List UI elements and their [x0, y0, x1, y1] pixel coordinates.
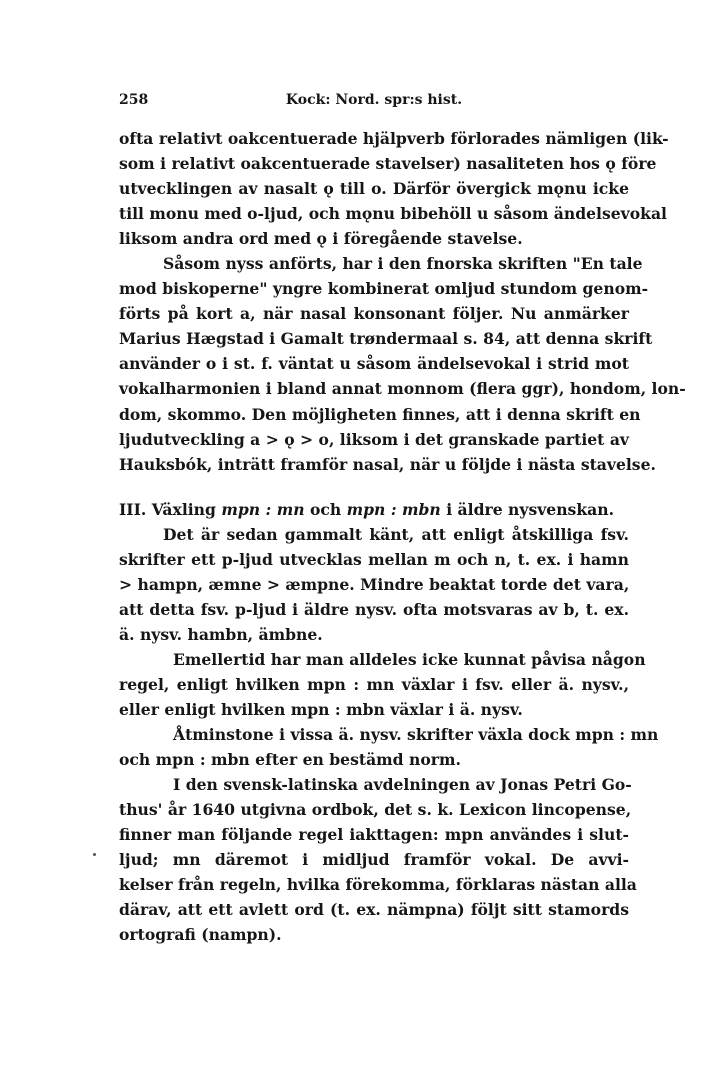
section-number: III.	[119, 499, 147, 519]
text-line: använder o i st. f. väntat u såsom ändelsevokal i strid mot	[119, 354, 629, 374]
text-line: dom, skommo. Den möjligheten finnes, att i denna skrift en	[119, 404, 641, 424]
page-number: 258	[119, 92, 149, 108]
text-line: Hauksbók, inträtt framför nasal, när u följde i nästa stavelse.	[119, 454, 656, 474]
text-line: till monu med o-ljud, och mǫnu bibehöll u såsom ändelsevokal	[119, 204, 667, 224]
text-line: ä. nysv. hambn, ämbne.	[119, 624, 323, 644]
paragraph	[119, 772, 637, 947]
section-term: mpn : mbn	[346, 499, 441, 519]
text-line: thus' år 1640 utgivna ordbok, det s. k. Lexicon lincopense,	[119, 800, 632, 820]
text-line: och mpn : mbn efter en bestämd norm.	[119, 750, 461, 770]
text-line: Marius Hægstad i Gamalt trøndermaal s. 84, att denna skrift	[119, 329, 653, 349]
text-line: liksom andra ord med ǫ i föregående stavelse.	[119, 229, 523, 249]
text-line: ortografi (nampn).	[119, 925, 282, 945]
margin-speck	[93, 853, 96, 856]
page-header	[119, 92, 629, 110]
section-title: och	[309, 499, 342, 519]
text-line: > hampn, æmne > æmpne. Mindre beaktat torde det vara,	[119, 574, 630, 594]
text-line: som i relativt oakcentuerade stavelser) nasaliteten hos ǫ före	[119, 154, 657, 174]
section-title: Växling	[151, 499, 216, 519]
running-title: Kock: Nord. spr:s hist.	[285, 92, 463, 108]
text-line: Emellertid har man alldeles icke kunnat påvisa någon	[173, 649, 646, 669]
paragraph	[119, 522, 629, 647]
text-line: skrifter ett p-ljud utvecklas mellan m och n, t. ex. i hamn	[119, 549, 629, 569]
text-line: ofta relativt oakcentuerade hjälpverb förlorades nämligen (lik-	[119, 129, 669, 148]
page-body	[119, 126, 686, 948]
paragraph	[119, 251, 686, 476]
paragraph	[119, 647, 646, 722]
text-line: Såsom nyss anförts, har i den fnorska skriften "En tale	[163, 254, 643, 274]
text-line: därav, att ett avlett ord (t. ex. nämpna) följt sitt stamords	[119, 900, 629, 920]
section-term: mpn : mn	[221, 499, 305, 519]
section-title: i äldre nysvenskan.	[446, 499, 615, 519]
paragraph	[119, 126, 669, 251]
text-line: mod biskoperne" yngre kombinerat omljud stundom genom-	[119, 279, 649, 299]
text-line: regel, enligt hvilken mpn : mn växlar i fsv. eller ä. nysv.,	[119, 674, 629, 694]
text-line: ljud; mn däremot i midljud framför vokal. De avvi-	[119, 850, 629, 870]
text-line: eller enligt hvilken mpn : mbn växlar i ä. nysv.	[119, 700, 523, 720]
text-line: förts på kort a, när nasal konsonant följer. Nu anmärker	[119, 304, 629, 324]
text-line: ljudutveckling a > ǫ > o, liksom i det granskade partiet av	[119, 429, 629, 449]
paragraph	[119, 722, 659, 772]
text-line: Åtminstone i vissa ä. nysv. skrifter växla dock mpn : mn	[173, 725, 659, 745]
text-line: I den svensk-latinska avdelningen av Jonas Petri Go-	[173, 775, 632, 795]
text-line: kelser från regeln, hvilka förekomma, förklaras nästan alla	[119, 875, 637, 895]
text-line: Det är sedan gammalt känt, att enligt åtskilliga fsv.	[163, 524, 629, 544]
text-line: utvecklingen av nasalt ǫ till o. Därför övergick mǫnu icke	[119, 179, 629, 199]
text-line: vokalharmonien i bland annat monnom (flera ggr), hondom, lon-	[119, 379, 686, 399]
text-line: finner man följande regel iakttagen: mpn användes i slut-	[119, 825, 629, 845]
text-line: att detta fsv. p-ljud i äldre nysv. ofta motsvaras av b, t. ex.	[119, 599, 629, 619]
section-heading	[119, 497, 629, 522]
